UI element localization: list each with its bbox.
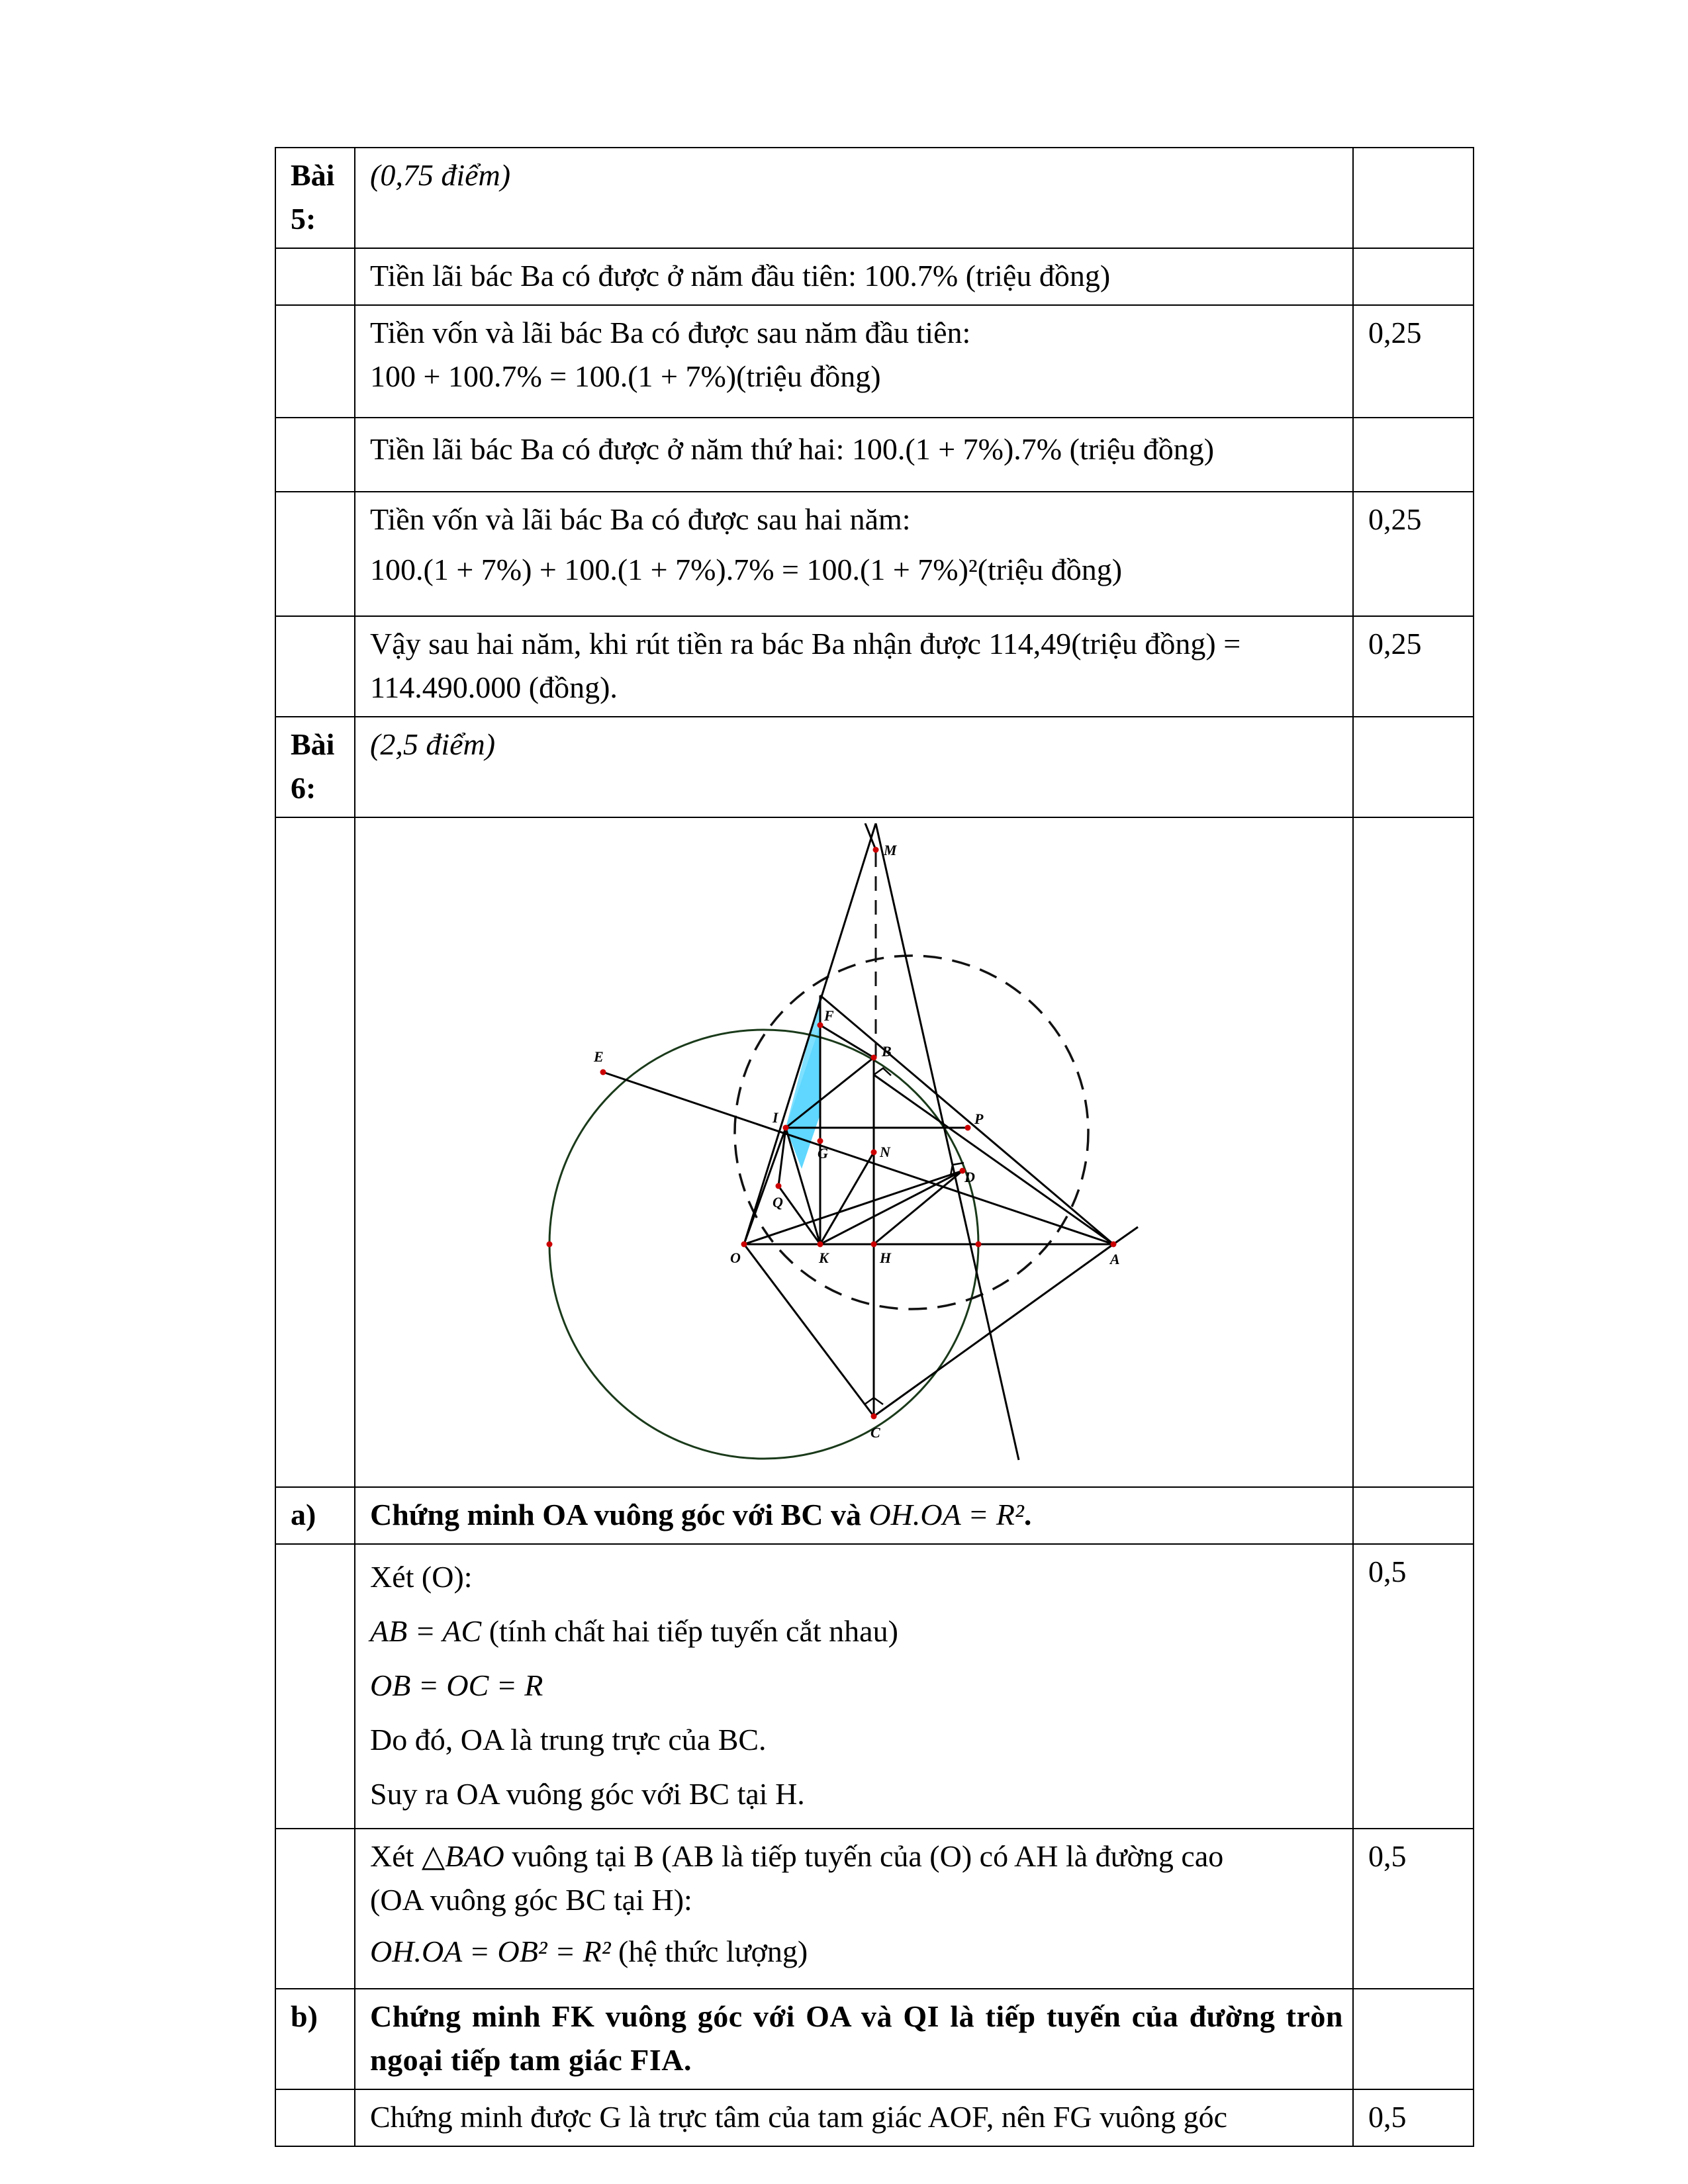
point-marker	[965, 1125, 971, 1131]
label-n: N	[880, 1144, 890, 1160]
point-marker	[600, 1069, 606, 1075]
content-cell: Tiền vốn và lãi bác Ba có được sau năm đầu tiên: 100 + 100.7% = 100.(1 + 7%)(triệu đồng)	[355, 305, 1353, 418]
math-expression: 100 + 100.7% = 100.(1 + 7%)	[370, 359, 737, 393]
math-expression: 100.7%	[864, 259, 959, 293]
math-expression: OH.OA = R²	[868, 1498, 1024, 1531]
point-marker	[871, 1414, 877, 1420]
score-cell: 0,25	[1353, 616, 1474, 717]
label-a: A	[1110, 1251, 1120, 1267]
score-cell: 0,5	[1353, 2089, 1474, 2146]
math-expression: 100.(1 + 7%) + 100.(1 + 7%).7% = 100.(1 + 7%)²	[370, 553, 978, 586]
problem-label	[275, 717, 355, 817]
table-row	[275, 1487, 1474, 1544]
table-row	[275, 1829, 1474, 1989]
content-cell: Vậy sau hai năm, khi rút tiền ra bác Ba nhận được 114,49(triệu đồng) = 114.490.000 (đồng).	[355, 616, 1353, 717]
point-marker	[741, 1242, 747, 1248]
problem-label-word: Bài	[291, 727, 335, 761]
problem-label-number: 6:	[291, 771, 316, 805]
point-marker	[976, 1242, 982, 1248]
problem-label	[275, 148, 355, 248]
label-m: M	[884, 842, 897, 858]
point-marker	[818, 1023, 823, 1028]
line-ab	[874, 1075, 1113, 1244]
line-ac-ext	[1113, 1227, 1138, 1244]
figure-cell	[355, 817, 1353, 1487]
label-p: P	[974, 1111, 984, 1127]
line-hd	[874, 1171, 962, 1244]
table-row	[275, 248, 1474, 305]
content-cell: Chứng minh được G là trực tâm của tam giác AOF, nên FG vuông góc	[355, 2089, 1353, 2146]
content-cell: Tiền lãi bác Ba có được ở năm thứ hai: 100.(1 + 7%).7% (triệu đồng)	[355, 418, 1353, 492]
content-cell: Xét (O): AB = AC (tính chất hai tiếp tuyến cắt nhau) OB = OC = R Do đó, OA là trung trực của BC. Suy ra OA vuông góc với BC tại H.	[355, 1544, 1353, 1829]
point-marker	[547, 1242, 553, 1248]
table-row	[275, 418, 1474, 492]
points-label: (0,75 điểm)	[370, 158, 511, 192]
line-ac	[874, 1244, 1113, 1416]
score-cell: 0,5	[1353, 1829, 1474, 1989]
problem-label-number: 5:	[291, 202, 316, 236]
label-k: K	[819, 1250, 829, 1266]
score-cell	[1353, 418, 1474, 492]
geometry-figure	[370, 823, 1368, 1468]
point-marker	[871, 1055, 877, 1061]
label-o: O	[730, 1250, 741, 1266]
content-cell: Xét △BAO vuông tại B (AB là tiếp tuyến của (O) có AH là đường cao (OA vuông góc BC tại H): OH.OA = OB² = R² (hệ thức lượng)	[355, 1829, 1353, 1989]
points-label: (2,5 điểm)	[370, 727, 496, 761]
table-row	[275, 148, 1474, 248]
score-cell: 0,25	[1353, 305, 1474, 418]
line-ea	[603, 1072, 1113, 1244]
table-row	[275, 492, 1474, 616]
math-expression: OH.OA = OB² = R²	[370, 1934, 611, 1968]
point-marker	[873, 847, 879, 853]
label-g: G	[818, 1145, 828, 1161]
table-row	[275, 1989, 1474, 2089]
score-cell: 0,25	[1353, 492, 1474, 616]
label-f: F	[824, 1007, 834, 1024]
math-expression: 100.(1 + 7%).7%	[851, 432, 1062, 466]
table-row	[275, 2089, 1474, 2146]
line-fa	[820, 995, 1113, 1244]
line-oc	[744, 1244, 874, 1416]
table-row	[275, 717, 1474, 817]
part-heading: Chứng minh FK vuông góc với OA và QI là tiếp tuyến của đường tròn ngoại tiếp tam giác FIA.	[355, 1989, 1353, 2089]
line-gb	[820, 1025, 874, 1058]
label-d: D	[964, 1169, 975, 1185]
math-expression: 114,49	[988, 627, 1072, 660]
part-heading: Chứng minh OA vuông góc với BC và OH.OA = R².	[355, 1487, 1353, 1544]
part-label: b)	[275, 1989, 355, 2089]
answer-table	[275, 147, 1474, 2147]
point-marker	[1111, 1242, 1117, 1248]
point-marker	[818, 1138, 823, 1144]
point-marker	[783, 1125, 789, 1131]
math-expression: 114.490.000	[370, 670, 522, 704]
point-marker	[871, 1242, 877, 1248]
table-row	[275, 305, 1474, 418]
score-cell: 0,5	[1353, 1544, 1474, 1829]
point-marker	[818, 1242, 823, 1248]
label-h: H	[880, 1250, 892, 1266]
table-row	[275, 817, 1474, 1487]
math-expression: AB = AC	[370, 1614, 482, 1648]
math-expression: △BAO	[421, 1839, 504, 1873]
math-expression: OB = OC = R	[370, 1668, 543, 1702]
content-cell: Tiền lãi bác Ba có được ở năm đầu tiên: 100.7% (triệu đồng)	[355, 248, 1353, 305]
score-cell	[1353, 248, 1474, 305]
line-qk	[778, 1186, 820, 1244]
point-marker	[776, 1183, 782, 1189]
label-i: I	[773, 1109, 778, 1126]
label-q: Q	[773, 1194, 783, 1210]
point-marker	[871, 1150, 877, 1156]
label-b: B	[882, 1043, 892, 1060]
content-cell: Tiền vốn và lãi bác Ba có được sau hai năm: 100.(1 + 7%) + 100.(1 + 7%).7% = 100.(1 + 7%)²(triệu đồng)	[355, 492, 1353, 616]
problem-label-word: Bài	[291, 158, 335, 192]
table-row	[275, 1544, 1474, 1829]
part-label: a)	[275, 1487, 355, 1544]
label-c: C	[870, 1424, 880, 1441]
table-row	[275, 616, 1474, 717]
label-e: E	[594, 1048, 604, 1065]
